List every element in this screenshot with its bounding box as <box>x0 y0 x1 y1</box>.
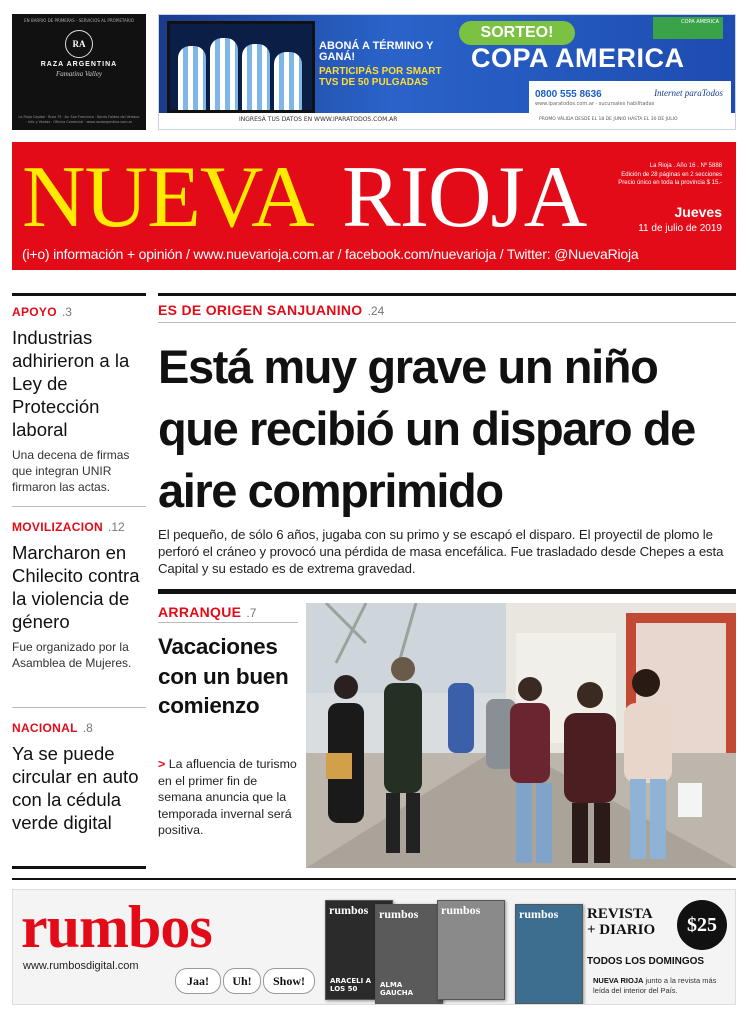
masthead-tagline: (i+o) información + opinión / www.nuevarioja.com.ar / facebook.com/nuevarioja / Twitter: @NuevaRioja <box>22 246 639 262</box>
revista-line: REVISTA <box>587 906 653 922</box>
raza-address: La Rioja Capital · Ruta 75 · Av. San Francisco · Barrio Faldeo del Velasco · Info y Ventas · Oficina Comercial · www.razaargentina.com.ar <box>18 115 140 124</box>
magazine-covers <box>325 894 587 1002</box>
story-summary: Una decena de firmas que integran UNIR firmaron las actas. <box>12 448 130 494</box>
left-column-bottom-rule <box>12 866 146 869</box>
copa-abona: ABONÁ A TÉRMINO Y GANÁ! <box>319 40 434 63</box>
left-column-top-rule <box>12 293 146 296</box>
rumbos-logo: rumbos <box>21 894 212 960</box>
cover-title: rumbos <box>379 907 419 921</box>
magazine-cover <box>375 904 443 1004</box>
raza-brand: RAZA ARGENTINA <box>40 61 118 68</box>
street-photo <box>306 603 736 868</box>
second-headline[interactable]: Vacaciones con un buen comienzo <box>158 634 289 718</box>
rumbos-url[interactable]: www.rumbosdigital.com <box>23 960 139 972</box>
edition-day: Jueves <box>674 204 722 220</box>
raza-argentina-ad[interactable] <box>12 14 146 130</box>
copa-promo-text: PROMO VÁLIDA DESDE EL 18 DE JUNIO HASTA EL 30 DE JULIO <box>539 117 678 122</box>
main-top-rule <box>158 293 736 296</box>
bottom-ad-rule <box>12 878 736 880</box>
edition-line-3: Precio único en toda la provincia $ 15.- <box>618 180 722 186</box>
edition-line-1: La Rioja . Año 16 . Nº 5888 <box>649 163 722 169</box>
revista-label <box>587 906 655 938</box>
copa-logo-icon: COPA AMERICA <box>653 17 723 39</box>
section-label: NACIONAL <box>12 721 78 735</box>
raza-logo-icon: RA <box>65 30 93 58</box>
price-badge: $25 <box>677 900 727 950</box>
left-story-2[interactable] <box>12 516 146 671</box>
main-page-number: .24 <box>367 304 385 318</box>
story-headline[interactable]: Industrias adhirieron a la Ley de Protección laboral <box>12 327 130 440</box>
main-kicker-label: ES DE ORIGEN SANJUANINO <box>158 302 363 318</box>
cover-text: ARACELI A LOS 50 <box>330 977 372 993</box>
story-headline[interactable]: Marcharon en Chilecito contra la violencia de género <box>12 542 140 632</box>
magazine-cover <box>437 900 505 1000</box>
copa-footer <box>159 111 735 129</box>
second-page-number: .7 <box>246 606 257 620</box>
cover-text: ALMA GAUCHA <box>380 981 414 997</box>
copa-contact-card <box>529 81 731 115</box>
masthead-title-nueva: NUEVA <box>22 149 314 246</box>
copa-web: www.iparatodos.com.ar · sucursales habilitadas <box>535 101 655 107</box>
badge-jaa: Jaa! <box>175 968 221 994</box>
divider <box>12 506 146 507</box>
section-label: APOYO <box>12 305 57 319</box>
edition-line-2: Edición de 28 páginas en 2 secciones <box>621 171 722 178</box>
ad-tiny-text: EN BARRIO DE PRIMERAS - SERVICIOS AL PROPIETARIO <box>24 18 134 23</box>
badge-uh: Uh! <box>223 968 261 994</box>
main-headline[interactable]: Está muy grave un niño que recibió un disparo de aire comprimido <box>158 340 695 517</box>
junto-text <box>593 976 733 996</box>
cover-title: rumbos <box>441 903 481 917</box>
edition-date: 11 de julio de 2019 <box>638 223 722 234</box>
divider <box>12 707 146 708</box>
story-headline[interactable]: Ya se puede circular en auto con la cédula verde digital <box>12 743 139 833</box>
second-lead <box>158 756 298 839</box>
cover-title: rumbos <box>329 903 369 917</box>
left-story-3[interactable] <box>12 717 146 834</box>
main-kicker <box>158 300 384 319</box>
internet-para-todos-logo: Internet paraTodos <box>654 88 723 98</box>
junto-desc: junto a la revista más leída del interior del País. <box>593 976 717 995</box>
divider <box>158 322 736 323</box>
section-label: MOVILIZACION <box>12 520 103 534</box>
domingos-label: TODOS LOS DOMINGOS <box>587 956 705 967</box>
story-summary: Fue organizado por la Asamblea de Mujeres. <box>12 640 132 670</box>
junto-brand: NUEVA RIOJA <box>593 976 644 985</box>
copa-footer-text: INGRESÁ TUS DATOS EN WWW.IPARATODOS.COM.AR <box>239 116 398 123</box>
copa-title: COPA AMERICA <box>471 43 685 73</box>
main-bottom-rule <box>158 589 736 594</box>
raza-script: Famatina Valley <box>55 70 103 78</box>
copa-phone: 0800 555 8636 <box>535 89 602 100</box>
main-lead: El pequeño, de sólo 6 años, jugaba con su primo y se escapó el disparo. El proyectil de plomo le perforó el cráneo y provocó una pérdida de masa encefálica. Fue trasladado desde Chepes a esta Capital y su estado es de extrema gravedad. <box>158 527 724 576</box>
second-kicker <box>158 602 302 621</box>
copa-banner <box>159 15 735 113</box>
badge-show: Show! <box>263 968 315 994</box>
street-photo-image <box>306 603 736 868</box>
left-story-1[interactable] <box>12 301 146 495</box>
cover-title: rumbos <box>519 907 559 921</box>
copa-participas: PARTICIPÁS POR SMART TVS DE 50 PULGADAS <box>319 66 442 88</box>
copa-america-ad[interactable] <box>158 14 736 130</box>
diario-line: + DIARIO <box>587 922 656 938</box>
arrow-icon: > <box>158 757 166 771</box>
tv-image <box>167 21 315 113</box>
page-number: .3 <box>61 305 72 319</box>
page-number: .12 <box>108 520 125 534</box>
second-kicker-label: ARRANQUE <box>158 604 242 620</box>
divider <box>158 622 298 623</box>
masthead-title-rioja: RIOJA <box>342 149 587 246</box>
rumbos-ad[interactable] <box>12 889 736 1005</box>
second-lead-text: La afluencia de turismo en el primer fin de semana anuncia que la temporada invernal será positiva. <box>158 757 297 837</box>
copa-sorteo: SORTEO! <box>459 21 575 45</box>
edition-info <box>618 162 722 188</box>
magazine-cover <box>515 904 583 1004</box>
page-number: .8 <box>82 721 93 735</box>
masthead <box>12 142 736 270</box>
